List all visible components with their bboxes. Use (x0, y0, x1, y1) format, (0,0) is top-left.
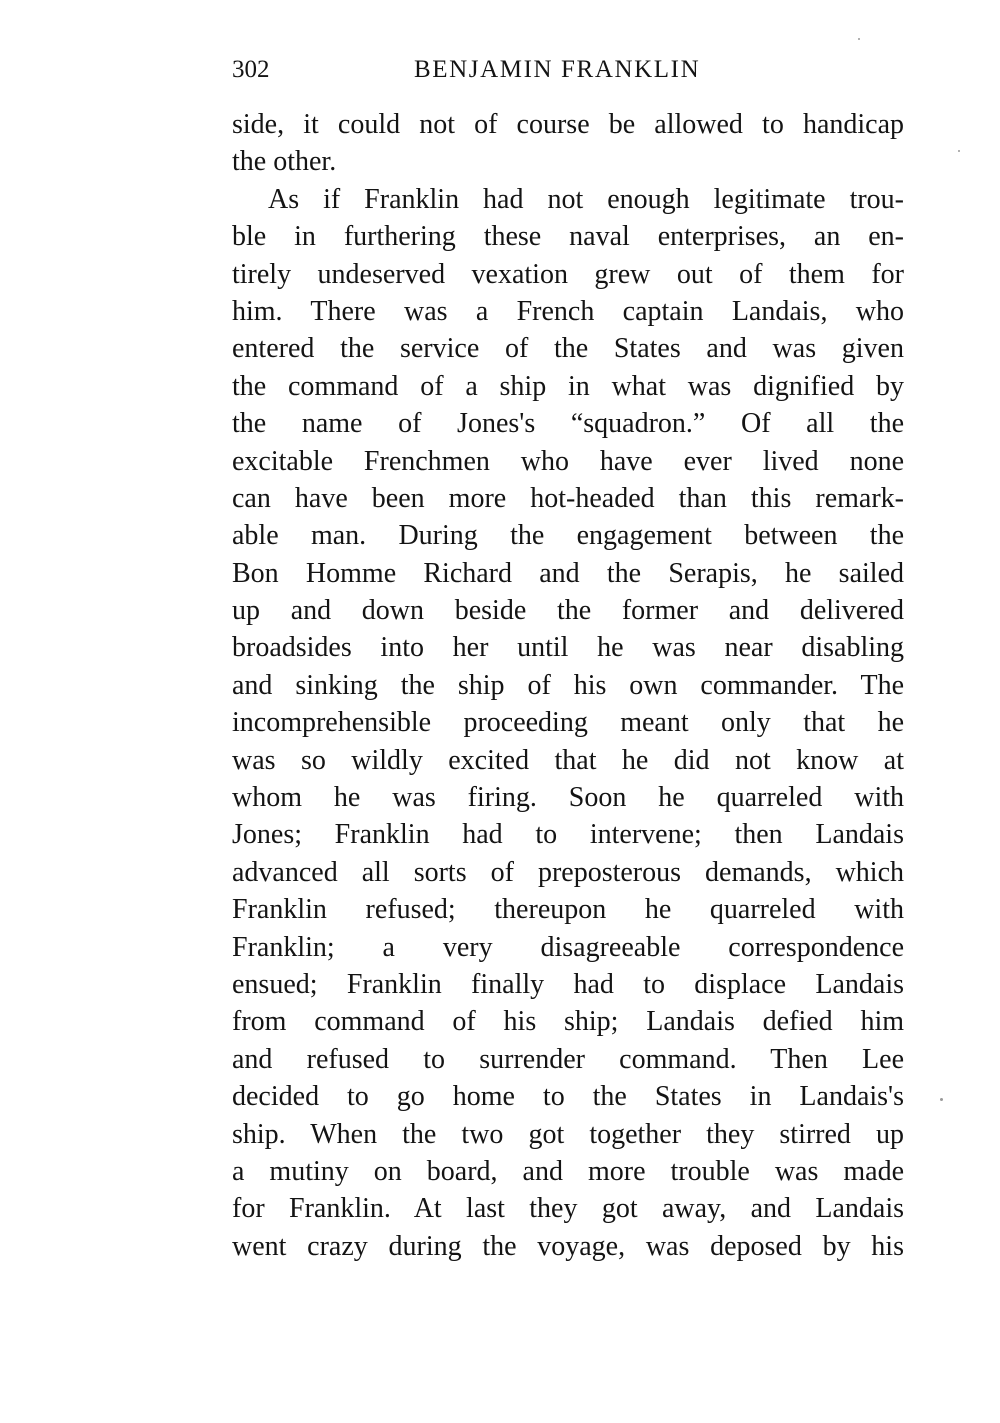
body-text (232, 106, 904, 1265)
text-line: excitable Frenchmen who have ever lived none (232, 445, 904, 477)
text-line: from command of his ship; Landais defied him (232, 1006, 904, 1038)
text-line: decided to go home to the States in Landais's (232, 1081, 904, 1113)
text-line: can have been more hot-headed than this remark- (232, 482, 904, 514)
text-line: and refused to surrender command. Then Lee (232, 1043, 904, 1075)
text-line: able man. During the engagement between the (232, 520, 904, 552)
text-line: incomprehensible proceeding meant only that he (232, 707, 904, 739)
page-number: 302 (232, 56, 270, 83)
text-line: Jones; Franklin had to intervene; then Landais (232, 819, 904, 851)
text-line: Bon Homme Richard and the Serapis, he sailed (232, 557, 904, 589)
text-line: Franklin refused; thereupon he quarreled with (232, 894, 904, 926)
scan-speck (858, 38, 860, 40)
text-line: ble in furthering these naval enterprises, an en- (232, 221, 904, 253)
text-line: tirely undeserved vexation grew out of them for (232, 258, 904, 290)
text-line: As if Franklin had not enough legitimate trou- (268, 183, 904, 215)
scan-speck (940, 1098, 943, 1101)
text-line: entered the service of the States and was given (232, 333, 904, 365)
text-line: side, it could not of course be allowed to handicap (232, 109, 904, 140)
text-line: the other. (232, 146, 337, 178)
text-line: broadsides into her until he was near disabling (232, 632, 904, 664)
text-line: and sinking the ship of his own commander. The (232, 669, 904, 701)
running-title: BENJAMIN FRANKLIN (414, 56, 701, 83)
page-header (232, 52, 904, 88)
text-line: advanced all sorts of preposterous demands, which (232, 856, 904, 888)
text-line: for Franklin. At last they got away, and Landais (232, 1193, 904, 1225)
text-line: ensued; Franklin finally had to displace Landais (232, 968, 904, 1000)
text-line: up and down beside the former and delivered (232, 595, 904, 627)
text-line: him. There was a French captain Landais, who (232, 295, 904, 327)
text-line: was so wildly excited that he did not know at (232, 744, 904, 776)
text-line: ship. When the two got together they stirred up (232, 1118, 904, 1150)
text-line: went crazy during the voyage, was deposed by his (232, 1230, 904, 1262)
text-line: Franklin; a very disagreeable correspondence (232, 931, 904, 963)
text-line: whom he was firing. Soon he quarreled with (232, 782, 904, 814)
scan-speck (958, 150, 960, 152)
text-line: the name of Jones's “squadron.” Of all the (232, 408, 904, 440)
text-line: the command of a ship in what was dignified by (232, 370, 904, 402)
text-line: a mutiny on board, and more trouble was made (232, 1155, 904, 1187)
